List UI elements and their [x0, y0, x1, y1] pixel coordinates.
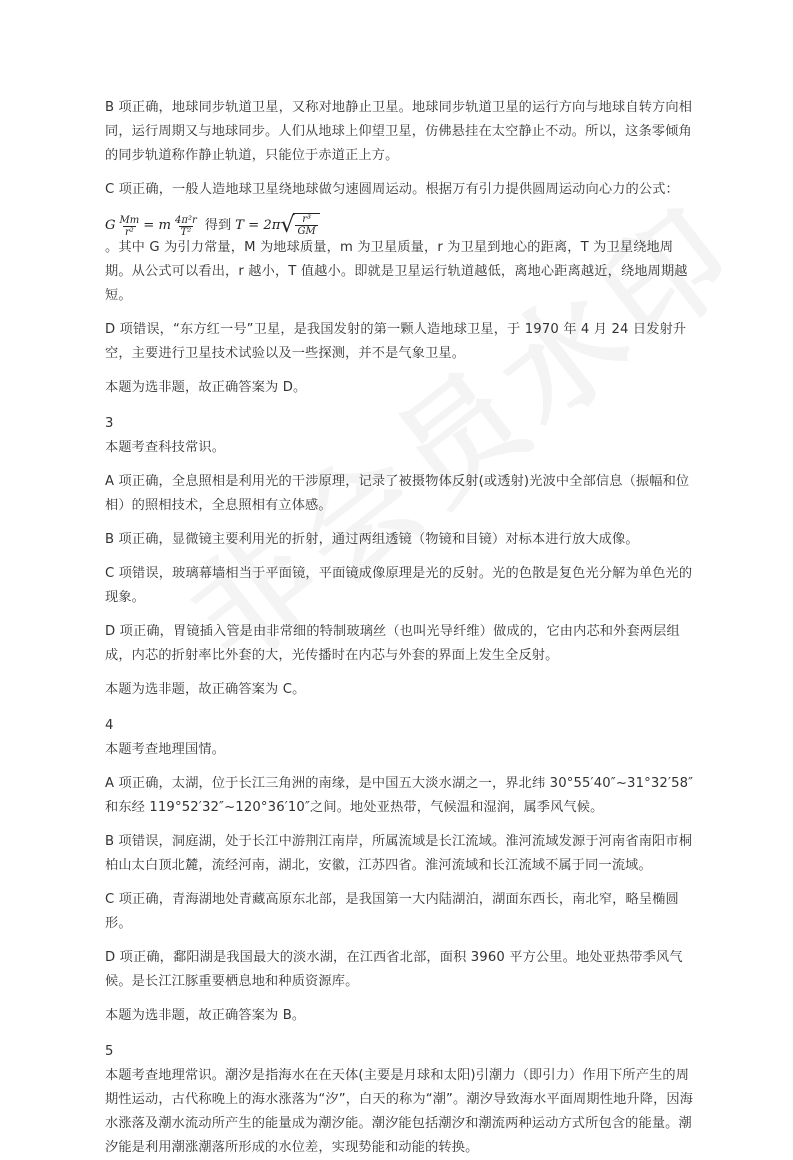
gravitation-formula [105, 202, 695, 238]
fraction-mm-over-r2: $\frac{Mm}{\text{r²}}$ [119, 215, 140, 238]
q2-option-c-after: 。其中 G 为引力常量，M 为地球质量，m 为卫星质量，r 为卫星到地心的距离，T 为卫星绕地周期。从公式可以看出，r 越小，T 值越小。即就是卫星运行轨道越低，离地心距离越近，绕地周期越短。 [105, 240, 688, 303]
q4-answer: 本题为选非题，故正确答案为 B。 [105, 1008, 306, 1023]
q3-option-b: B 项正确，显微镜主要利用光的折射，通过两组透镜（物镜和目镜）对标本进行放大成像。 [105, 532, 639, 547]
q2-option-d: D 项错误，“东方红一号”卫星，是我国发射的第一颗人造地球卫星，于 1970 年 4 月 24 日发射升空，主要进行卫星技术试验以及一些探测，并不是气象卫星。 [105, 322, 687, 361]
formula-equals-m: = m [143, 218, 172, 233]
q5-text: 本题考查地理常识。潮汐是指海水在在天体(主要是月球和太阳)引潮力（即引力）作用下所产生的周期性运动，古代称晚上的海水涨落为“汐”，白天的称为“潮”。潮汐导致海水平面周期性地升降，因海水涨落及潮水流动所产生的能量成为潮汐能。潮汐能包括潮汐和潮流两种运动方式所包含的能量。潮汐能是利用潮涨潮落所形成的水位差，实现势能和动能的转换。 [105, 1068, 694, 1155]
q2-option-c [105, 178, 695, 308]
q3-answer: 本题为选非题，故正确答案为 C。 [105, 682, 306, 697]
q4-option-b: B 项错误，洞庭湖，处于长江中游荆江南岸，所属流域是长江流域。淮河流域发源于河南省南阳市桐柏山太白顶北麓，流经河南，湖北，安徽，江苏四省。淮河流域和长江流域不属于同一流域。 [105, 834, 693, 873]
q4-option-c: C 项正确，青海湖地处青藏高原东北部，是我国第一大内陆湖泊，湖面东西长，南北窄，略呈椭圆形。 [105, 892, 679, 931]
q5-number: 5 [105, 1044, 114, 1059]
formula-period: T = 2π [235, 218, 281, 233]
q3-option-d: D 项正确，胃镜插入管是由非常细的特制玻璃丝（也叫光导纤维）做成的，它由内芯和外套两层组成，内芯的折射率比外套的大，光传播时在内芯与外套的界面上发生全反射。 [105, 624, 680, 663]
formula-g: G [105, 218, 116, 233]
q3-topic: 本题考查科技常识。 [105, 440, 226, 455]
q2-answer: 本题为选非题，故正确答案为 D。 [105, 380, 307, 395]
q3-number: 3 [105, 416, 114, 431]
formula-get-text: 得到 [204, 218, 232, 233]
fraction-4pi2r-over-t2: $\frac{\text{4π²r}}{\text{T²}}$ [175, 215, 197, 238]
q4-option-a: A 项正确，太湖，位于长江三角洲的南缘，是中国五大淡水湖之一，界北纬 30°55′40″~31°32′58″和东经 119°52′32″~120°36′10″之间。地处亚热带，气候温和湿润，属季风气候。 [105, 776, 694, 815]
q2-option-b: B 项正确，地球同步轨道卫星，又称对地静止卫星。地球同步轨道卫星的运行方向与地球自转方向相同，运行周期又与地球同步。人们从地球上仰望卫星，仿佛悬挂在太空静止不动。所以，这条零倾角的同步轨道称作静止轨道，只能位于赤道正上方。 [105, 100, 693, 163]
q3-option-a: A 项正确，全息照相是利用光的干涉原理，记录了被摄物体反射(或透射)光波中全部信息（振幅和位相）的照相技术，全息照相有立体感。 [105, 474, 690, 513]
q4-topic: 本题考查地理国情。 [105, 742, 226, 757]
document-body [105, 96, 695, 1160]
q4-number: 4 [105, 718, 114, 733]
q3-option-c: C 项错误，玻璃幕墙相当于平面镜，平面镜成像原理是光的反射。光的色散是复色光分解为单色光的现象。 [105, 566, 693, 605]
square-root: √ $\frac{\text{r³}}{GM}$ [280, 213, 319, 238]
q4-option-d: D 项正确，鄱阳湖是我国最大的淡水湖，在江西省北部，面积 3960 平方公里。地处亚热带季风气候。是长江江豚重要栖息地和种质资源库。 [105, 950, 683, 989]
q2-option-c-intro: C 项正确，一般人造地球卫星绕地球做匀速圆周运动。根据万有引力提供圆周运动向心力的公式： [105, 182, 679, 197]
